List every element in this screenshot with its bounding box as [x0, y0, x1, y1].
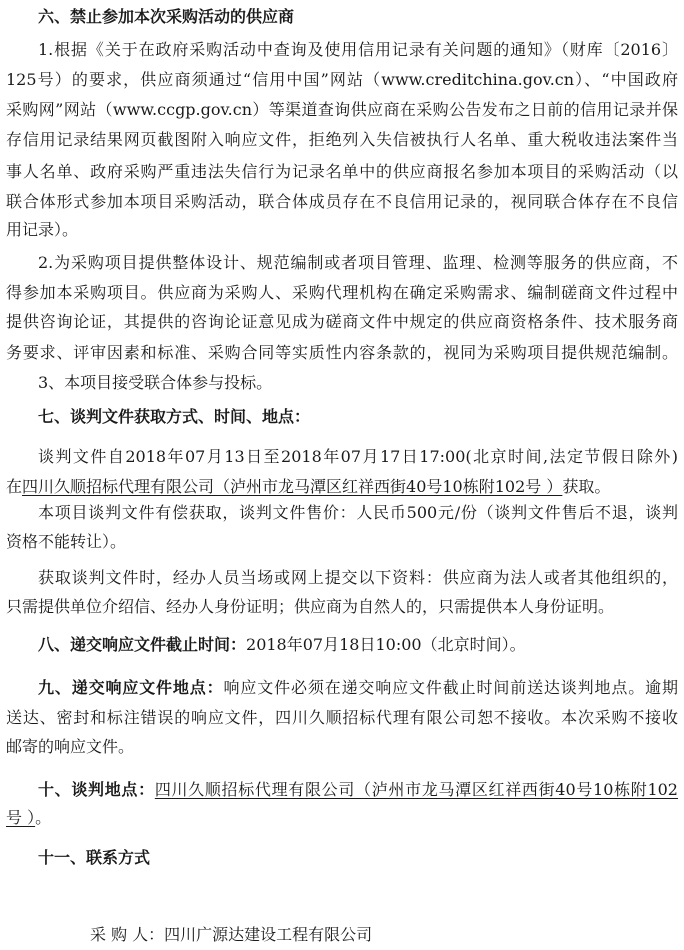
- text-segment: 。: [35, 808, 52, 827]
- text-segment: 邮寄的响应文件。: [6, 737, 135, 756]
- text-segment: 谈判文件自2018年07月13日至2018年07月17日17:00(北京时间,法定节假日除外): [38, 447, 678, 466]
- text-segment: 在: [6, 477, 23, 496]
- text-line: [6, 808, 678, 828]
- text-line: [38, 447, 678, 467]
- text-line: [38, 7, 678, 27]
- underlined-address: 四川久顺招标代理有限公司（泸州市龙马潭区红祥西街40号10栋附102: [154, 780, 678, 799]
- text-segment: 3、本项目接受联合体参与投标。: [38, 373, 273, 392]
- text-line: [6, 220, 678, 240]
- text-line: [90, 925, 684, 945]
- section-heading: 十一、联系方式: [38, 848, 151, 867]
- text-line: [6, 477, 678, 497]
- section-heading: 六、禁止参加本次采购活动的供应商: [38, 7, 295, 26]
- text-segment: 务要求、评审因素和标准、采购合同等实质性内容条款的，视同为采购项目提供规范编制。: [6, 343, 678, 362]
- text-segment: 得参加本采购项目。供应商为采购人、采购代理机构在确定采购需求、编制磋商文件过程中: [6, 283, 678, 302]
- text-line: [6, 737, 678, 757]
- text-segment: 资格不能转让）。: [6, 532, 127, 551]
- text-line: [38, 780, 678, 800]
- text-segment: 采购网”网站（www.ccgp.gov.cn）等渠道查询供应商在采购公告发布之日前的信用记录并保: [6, 100, 678, 119]
- text-segment: 本项目谈判文件有偿获取，谈判文件售价：人民币500元/份（谈判文件售后不退，谈判: [38, 503, 678, 522]
- section-heading: 十、谈判地点：: [38, 780, 155, 799]
- text-segment: 125号）的要求，供应商须通过“信用中国”网站（www.creditchina.gov.cn）、“中国政府: [6, 70, 678, 89]
- text-line: [6, 100, 678, 120]
- text-segment: 联合体形式参加本项目采购活动，联合体成员存在不良信用记录的，视同联合体存在不良信: [6, 192, 678, 211]
- section-heading: 七、谈判文件获取方式、时间、地点：: [38, 407, 311, 426]
- text-segment: 采 购 人：四川广源达建设工程有限公司: [90, 925, 373, 944]
- text-segment: 存信用记录结果网页截图附入响应文件，拒绝列入失信被执行人名单、重大税收违法案件当: [6, 130, 678, 149]
- text-line: [38, 678, 678, 698]
- text-line: [6, 283, 678, 303]
- text-segment: 事人名单、政府采购严重违法失信行为记录名单中的供应商报名参加本项目的采购活动（以: [6, 162, 678, 181]
- text-segment: 提供咨询论证，其提供的咨询论证意见成为磋商文件中规定的供应商资格条件、技术服务商: [6, 312, 678, 331]
- text-segment: 送达、密封和标注错误的响应文件，四川久顺招标代理有限公司恕不接收。本次采购不接收: [6, 708, 678, 727]
- text-segment: 2.为采购项目提供整体设计、规范编制或者项目管理、监理、检测等服务的供应商，不: [38, 253, 678, 272]
- text-segment: 只需提供单位介绍信、经办人身份证明；供应商为自然人的，只需提供本人身份证明。: [6, 597, 615, 616]
- text-line: [6, 708, 678, 728]
- underlined-address: 四川久顺招标代理有限公司（泸州市龙马潭区红祥西街40号10栋附102号 ）: [22, 477, 563, 496]
- text-line: [6, 130, 678, 150]
- text-line: [38, 253, 678, 273]
- text-line: [38, 407, 678, 427]
- text-line: [38, 503, 678, 523]
- text-line: [38, 40, 678, 60]
- section-heading: 八、递交响应文件截止时间：: [38, 635, 247, 654]
- text-line: [38, 373, 678, 393]
- text-line: [6, 192, 678, 212]
- text-segment: 获取谈判文件时，经办人员当场或网上提交以下资料：供应商为法人或者其他组织的，: [38, 568, 678, 587]
- text-line: [6, 162, 678, 182]
- text-line: [6, 597, 678, 617]
- text-line: [38, 635, 678, 655]
- text-segment: 响应文件必须在递交响应文件截止时间前送达谈判地点。逾期: [223, 678, 678, 697]
- text-segment: 用记录）。: [6, 220, 79, 239]
- underlined-address: 号 ）: [6, 808, 36, 827]
- text-segment: 2018年07月18日10:00（北京时间）。: [246, 635, 526, 654]
- text-line: [6, 532, 678, 552]
- text-line: [38, 568, 678, 588]
- section-heading: 九、递交响应文件地点：: [38, 678, 224, 697]
- text-segment: 获取。: [562, 477, 611, 496]
- text-line: [6, 343, 678, 363]
- text-line: [38, 848, 678, 868]
- text-line: [6, 70, 678, 90]
- text-segment: 1.根据《关于在政府采购活动中查询及使用信用记录有关问题的通知》（财库〔2016〕: [38, 40, 678, 59]
- text-line: [6, 312, 678, 332]
